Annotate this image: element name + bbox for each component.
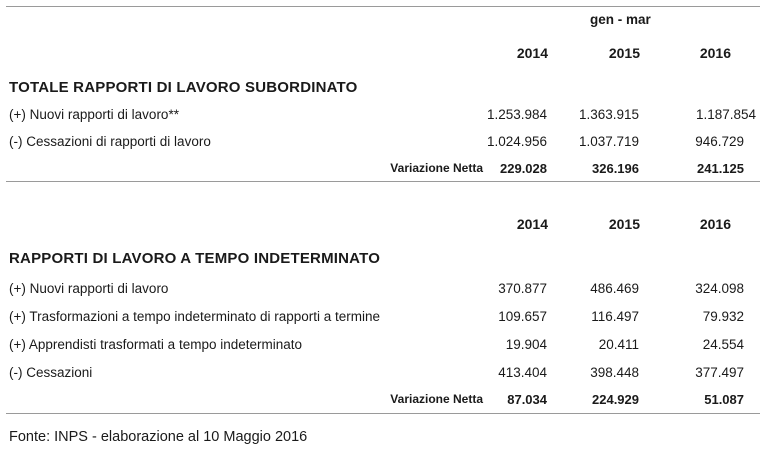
year-2014-header: 2014 (516, 216, 548, 232)
section2-net-value: 87.034 (507, 392, 547, 407)
section2-row-value: 109.657 (498, 309, 547, 324)
section1-net-value: 241.125 (697, 161, 744, 176)
section1-bottom-rule (6, 181, 760, 182)
section2-row-value: 370.877 (498, 281, 547, 296)
section1-row-label: (+) Nuovi rapporti di lavoro** (9, 107, 179, 122)
section2-row-value: 79.932 (702, 309, 744, 324)
section1-row-value: 946.729 (695, 134, 744, 149)
section2-row-value: 377.497 (695, 365, 744, 380)
section1-row-value: 1.037.719 (578, 134, 639, 149)
section2-row-value: 398.448 (590, 365, 639, 380)
year-2016-header: 2016 (699, 216, 731, 232)
section2-row-label: (-) Cessazioni (9, 365, 93, 380)
section2-row-value: 19.904 (505, 337, 547, 352)
section1-net-value: 326.196 (592, 161, 639, 176)
section2-row-value: 324.098 (695, 281, 744, 296)
year-2015-header: 2015 (608, 45, 640, 61)
section1-title: TOTALE RAPPORTI DI LAVORO SUBORDINATO (9, 79, 358, 96)
section1-net-label: Variazione Netta (390, 161, 483, 175)
section1-row-value: 1.253.984 (486, 107, 547, 122)
section2-net-value: 51.087 (704, 392, 744, 407)
period-label: gen - mar (590, 12, 651, 27)
section2-row-label: (+) Trasformazioni a tempo indeterminato di rapporti a termine (9, 309, 381, 324)
section2-net-label: Variazione Netta (390, 392, 483, 406)
year-2016-header: 2016 (699, 45, 731, 61)
section1-row-value: 1.363.915 (578, 107, 639, 122)
section2-row-value: 20.411 (598, 337, 639, 352)
section2-row-value: 116.497 (591, 309, 639, 324)
section2-row-label: (+) Apprendisti trasformati a tempo indeterminato (9, 337, 303, 352)
section1-row-value: 1.187.854 (695, 107, 756, 122)
section2-row-value: 24.554 (702, 337, 744, 352)
section1-row-label: (-) Cessazioni di rapporti di lavoro (9, 134, 211, 149)
year-2014-header: 2014 (516, 45, 548, 61)
section1-net-value: 229.028 (500, 161, 547, 176)
section2-bottom-rule (6, 413, 760, 414)
top-rule (6, 6, 760, 7)
section2-row-value: 486.469 (590, 281, 639, 296)
section2-row-value: 413.404 (498, 365, 547, 380)
section2-row-label: (+) Nuovi rapporti di lavoro (9, 281, 169, 296)
year-2015-header: 2015 (608, 216, 640, 232)
source-note: Fonte: INPS - elaborazione al 10 Maggio 2016 (9, 429, 308, 445)
section2-title: RAPPORTI DI LAVORO A TEMPO INDETERMINATO (9, 250, 381, 267)
section2-net-value: 224.929 (592, 392, 639, 407)
section1-row-value: 1.024.956 (486, 134, 547, 149)
